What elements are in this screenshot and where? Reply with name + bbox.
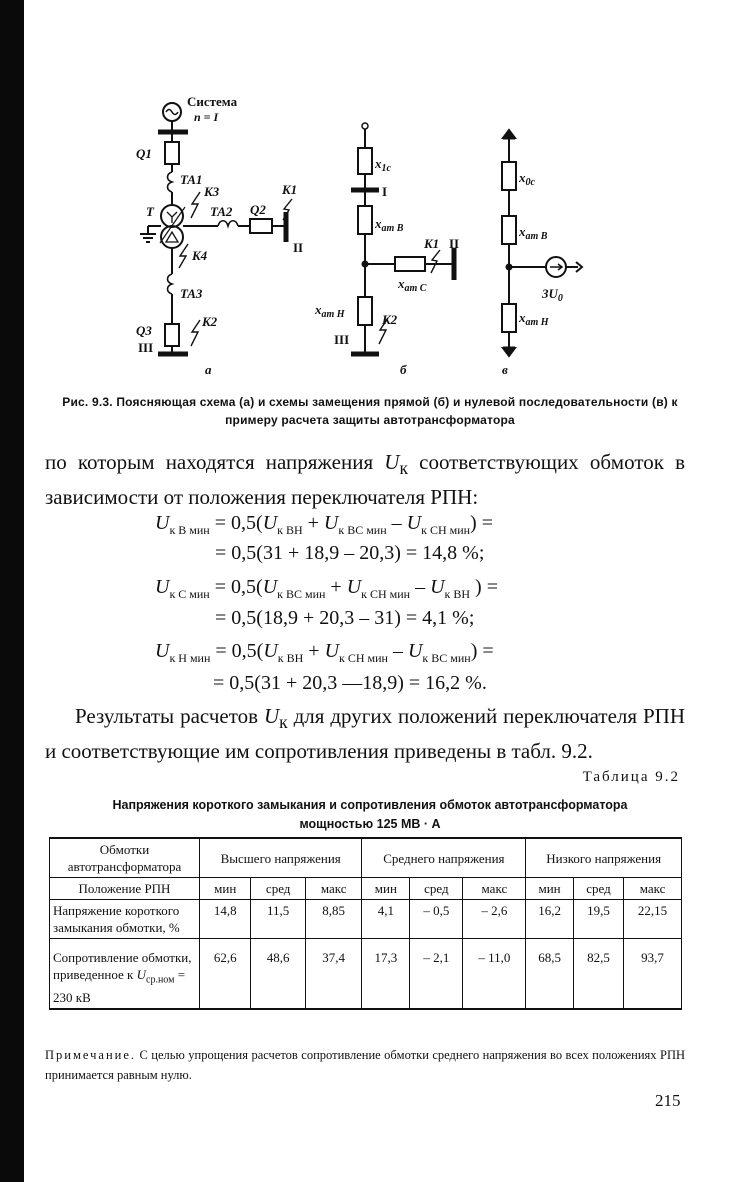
equation-ukv-result: = 0,5(31 + 18,9 – 20,3) = 14,8 %; bbox=[215, 542, 485, 564]
table-cell: 22,15 bbox=[624, 900, 682, 939]
u0-label: 3U bbox=[542, 286, 558, 301]
k2-label: K2 bbox=[202, 314, 218, 329]
table-cell: 8,85 bbox=[305, 900, 362, 939]
table-row-resistance bbox=[50, 939, 682, 1009]
svg-text:x1с: $x_{1с}$ bbox=[375, 156, 391, 174]
table-cell: 62,6 bbox=[200, 939, 251, 1009]
table-cell: 4,1 bbox=[362, 900, 410, 939]
pos-cell: сред bbox=[251, 878, 305, 900]
panel-c-labels bbox=[502, 170, 563, 377]
svg-text:xат Н: $x_{ат Н}$ bbox=[519, 310, 549, 328]
equation-ukv-lhs: $U_{к В мин} = 0,5(U_{к ВН} + U_{к ВС мин} - U_{к СН мин})$ = bbox=[155, 512, 493, 537]
xatv-c-label: x bbox=[519, 224, 526, 239]
table-title: Напряжения короткого замыкания и сопротивления обмоток автотрансформатора мощностью 125 МВ · А bbox=[112, 798, 628, 831]
system-n-label: n = I bbox=[194, 110, 219, 124]
bus-ii-label: II bbox=[293, 240, 304, 255]
pos-cell: сред bbox=[410, 878, 463, 900]
table-cell: 82,5 bbox=[573, 939, 623, 1009]
table-number: Таблица 9.2 bbox=[582, 769, 680, 785]
x1c-label: x bbox=[375, 156, 382, 171]
system-label: Система bbox=[187, 94, 238, 109]
uk-symbol: U bbox=[384, 450, 400, 474]
q1-label: Q1 bbox=[136, 146, 152, 161]
table-cell: 11,5 bbox=[251, 900, 305, 939]
equation-ukc-lhs: $U_{к С мин} = 0,5(U_{к ВС мин} + U_{к СН мин} - U_{к ВН}$ ) = bbox=[155, 576, 498, 601]
table-cell: 48,6 bbox=[251, 939, 305, 1009]
table-cell: 14,8 bbox=[200, 900, 251, 939]
bus-iii-label: III bbox=[138, 340, 154, 355]
svg-text:xат С: $x_{ат С}$ bbox=[398, 276, 427, 294]
svg-text:xат Н: $x_{ат Н}$ bbox=[315, 302, 345, 320]
figure-caption: Рис. 9.3. Поясняющая схема (а) и схемы замещения прямой (б) и нулевой последовательности (в) к примеру расчета защиты автотрансформатора bbox=[62, 395, 678, 427]
k3-label: K3 bbox=[204, 184, 220, 199]
row2-label: Сопротивление обмотки, приведенное к $U_{ср.ном} = 230$ кВ bbox=[50, 939, 200, 1009]
group-low: Низкого напряжения bbox=[526, 838, 682, 878]
table-note: Примечание. С целью упрощения расчетов сопротивление обмотки среднего напряжения во всех положениях РПН принимается равным нулю. bbox=[45, 1048, 685, 1082]
table-cell: 68,5 bbox=[526, 939, 573, 1009]
panel-a-letter: а bbox=[205, 362, 212, 377]
k2-b-label: K2 bbox=[382, 312, 398, 327]
row-pos-label: Положение РПН bbox=[50, 878, 200, 900]
table-cell: – 2,6 bbox=[463, 900, 526, 939]
table-cell: – 0,5 bbox=[410, 900, 463, 939]
table-row-voltage bbox=[50, 900, 682, 939]
pos-cell: мин bbox=[200, 878, 251, 900]
results-paragraph: Результаты расчетов $U_к$ для других положений переключателя РПН и соответствующие им сопротивления приведены в табл. 9.2. bbox=[45, 704, 685, 764]
table-cell: – 11,0 bbox=[463, 939, 526, 1009]
svg-text:3U0: $3U_0$ bbox=[542, 286, 563, 304]
table-header-row bbox=[50, 838, 682, 878]
table-cell: 93,7 bbox=[624, 939, 682, 1009]
q3-label: Q3 bbox=[136, 323, 152, 338]
pos-cell: мин bbox=[362, 878, 410, 900]
table-cell: 16,2 bbox=[526, 900, 573, 939]
svg-text:xат В: $x_{ат В}$ bbox=[519, 224, 548, 242]
table-position-row bbox=[50, 878, 682, 900]
pos-cell: макс bbox=[305, 878, 362, 900]
col-head-windings: Обмотки автотрансформатора bbox=[50, 838, 200, 878]
q2-label: Q2 bbox=[250, 202, 266, 217]
equation-ukh-lhs: $U_{к Н мин} = 0,5(U_{к ВН} + U_{к СН мин} - U_{к ВС мин})$ = bbox=[155, 640, 494, 665]
xatc-label: x bbox=[398, 276, 405, 291]
data-table bbox=[49, 837, 682, 1010]
x0c-label: x bbox=[519, 170, 526, 185]
group-mid: Среднего напряжения bbox=[362, 838, 526, 878]
svg-text:x0с: $x_{0с}$ bbox=[519, 170, 535, 188]
pos-cell: сред bbox=[573, 878, 623, 900]
panel-b-labels bbox=[314, 156, 459, 377]
equation-ukh-result: = 0,5(31 + 20,3 —18,9) = 16,2 %. bbox=[213, 672, 487, 694]
panel-c-letter: в bbox=[502, 362, 508, 377]
ta1-label: TA1 bbox=[180, 172, 203, 187]
bus-iii-b-label: III bbox=[334, 332, 350, 347]
scan-binding-edge bbox=[0, 0, 24, 1182]
page-number: 215 bbox=[655, 1091, 681, 1110]
equation-ukc-result: = 0,5(18,9 + 20,3 – 31) = 4,1 %; bbox=[215, 607, 475, 629]
bus-i-label: I bbox=[382, 184, 388, 199]
t-label: T bbox=[146, 204, 154, 219]
note-heading: Примечание. bbox=[45, 1048, 137, 1062]
row1-label: Напряжение короткого замыкания обмотки, % bbox=[50, 900, 200, 939]
table-cell: – 2,1 bbox=[410, 939, 463, 1009]
intro-paragraph: по которым находятся напряжения $U_к$ соответствующих обмоток в зависимости от положения переключателя РПН: bbox=[45, 450, 685, 510]
xath-label: x bbox=[315, 302, 322, 317]
xatv-label: x bbox=[375, 216, 382, 231]
k1-label: K1 bbox=[282, 182, 298, 197]
pos-cell: макс bbox=[463, 878, 526, 900]
figure-9-3 bbox=[110, 92, 610, 382]
table-cell: 37,4 bbox=[305, 939, 362, 1009]
pos-cell: мин bbox=[526, 878, 573, 900]
table-cell: 17,3 bbox=[362, 939, 410, 1009]
pos-cell: макс bbox=[624, 878, 682, 900]
table-cell: 19,5 bbox=[573, 900, 623, 939]
circuit-diagram bbox=[110, 92, 610, 382]
bus-ii-b-label: II bbox=[449, 236, 460, 251]
svg-text:xат В: $x_{ат В}$ bbox=[375, 216, 404, 234]
ta2-label: TA2 bbox=[210, 204, 233, 219]
k4-label: K4 bbox=[192, 248, 208, 263]
panel-b-letter: б bbox=[400, 362, 407, 377]
ta3-label: TA3 bbox=[180, 286, 203, 301]
xath-c-label: x bbox=[519, 310, 526, 325]
k1-b-label: K1 bbox=[424, 236, 440, 251]
group-high: Высшего напряжения bbox=[200, 838, 362, 878]
